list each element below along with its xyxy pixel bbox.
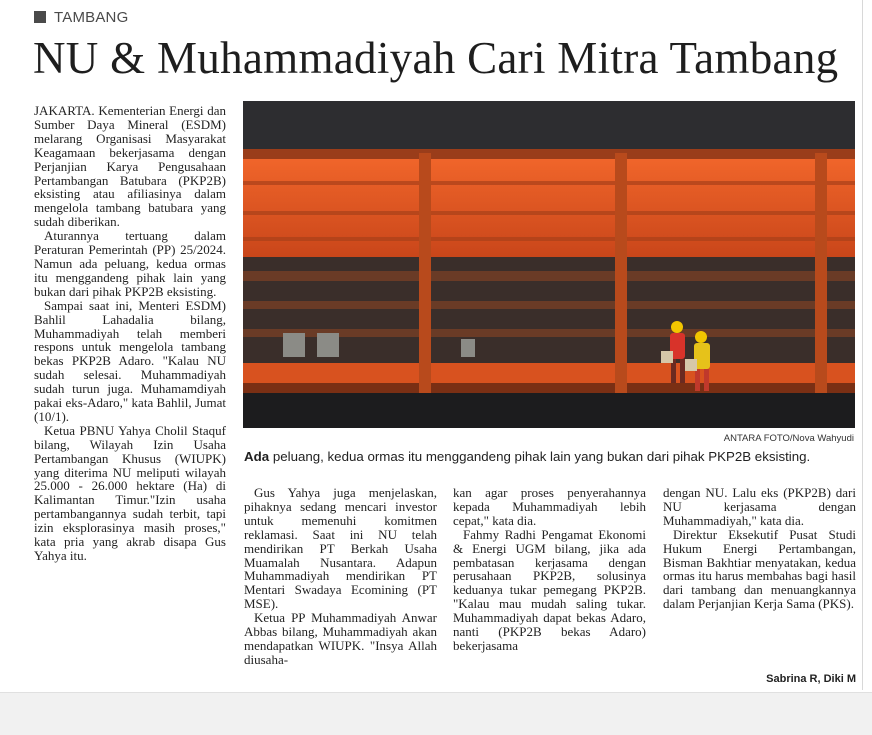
section-label: TAMBANG — [54, 8, 129, 26]
paragraph: Sampai saat ini, Menteri ESDM) Bahlil Lahadalia bilang, Muhammadiyah telah memberi respons untuk mengelola tambang bekas PKP2B Adaro. "Kalau NU sudah selesai. Muhammadiyah sudah turun juga. Muhamamdiyah pakai eks-Adaro," kata Bahlil, Jumat (10/1). — [34, 297, 226, 424]
paragraph: JAKARTA. Kementerian Energi dan Sumber Daya Mineral (ESDM) melarang Organisasi Masyarakat Keagamaan bekerjasama dengan Perjanjian Karya Pengusahaan Pertambangan Batubara (PKP2B) eksisting atau afiliasinya dalam mengelola tambang batubara yang sudah diberikan. — [34, 103, 226, 230]
article-column-3 — [453, 486, 646, 653]
photo-caption — [244, 448, 859, 466]
photo-credit: ANTARA FOTO/Nova Wahyudi — [723, 433, 854, 444]
paragraph: Direktur Eksekutif Pusat Studi Hukum Energi Pertambangan, Bisman Bakhtiar menyatakan, kedua ormas itu harus membahas bagi hasil dari tambang dan menuangkannya dalam Perjanjian Kerja Sama (PKS). — [663, 526, 856, 612]
paragraph: Aturannya tertuang dalam Peraturan Pemerintah (PP) 25/2024. Namun ada peluang, kedua ormas itu menggandeng pihak lain yang bukan dari pihak PKP2B eksisting. — [34, 228, 226, 299]
article-column-2 — [244, 486, 437, 667]
byline: Sabrina R, Diki M — [766, 673, 856, 685]
paragraph: dengan NU. Lalu eks (PKP2B) dari NU kerjasama dengan Muhammadiyah," kata dia. — [663, 485, 856, 528]
paragraph: kan agar proses penyerahannya kepada Muhammadiyah lebih cepat," kata dia. — [453, 485, 646, 528]
coal-barge-illustration — [243, 101, 855, 428]
headline: NU & Muhammadiyah Cari Mitra Tambang — [33, 33, 839, 83]
viewer-bottom-bar — [0, 692, 872, 735]
section-kicker — [34, 8, 128, 26]
paragraph: Fahmy Radhi Pengamat Ekonomi & Energi UGM bilang, jika ada pembatasan kerjasama dengan perusahaan PKP2B, solusinya keduanya tukar pemegang PKP2B. "Kalau mau mudah saling tukar. Muhammadiyah dapat bekas Adaro, nanti (PKP2B bekas Adaro) bekerjasama — [453, 526, 646, 653]
section-square-icon — [34, 11, 46, 23]
article-column-1 — [34, 104, 226, 563]
paragraph: Gus Yahya juga menjelaskan, pihaknya sedang mencari investor untuk memenuhi komitmen reklamasi. Saat ini NU telah mendirikan PT Berkah Usaha Muamalah Nusantara. Adapun Muhammadiyah mendirikan PT Mentari Swadaya Ecomining (PT MSE). — [244, 485, 437, 612]
page-edge-divider — [862, 0, 863, 690]
article-column-4 — [663, 486, 856, 611]
news-photo — [243, 101, 855, 428]
caption-lead: Ada — [244, 449, 270, 464]
paragraph: Ketua PP Muhammadiyah Anwar Abbas bilang, Muhammadiyah akan mendapatkan WIUPK. "Insya Allah diusaha- — [244, 610, 437, 667]
caption-text: peluang, kedua ormas itu menggandeng pihak lain yang bukan dari pihak PKP2B eksisting. — [269, 449, 811, 464]
paragraph: Ketua PBNU Yahya Cholil Staquf bilang, Wilayah Izin Usaha Pertambangan Khusus (WIUPK) yang diterima NU meliputi wilayah 25.000 - 26.000 hektare (Ha) di Kalimantan Timur."Izin usaha pertambangannya sudah terbit, tapi izin eksplorasinya masih proses," kata pria yang akrab disapa Gus Yahya itu. — [34, 422, 226, 563]
